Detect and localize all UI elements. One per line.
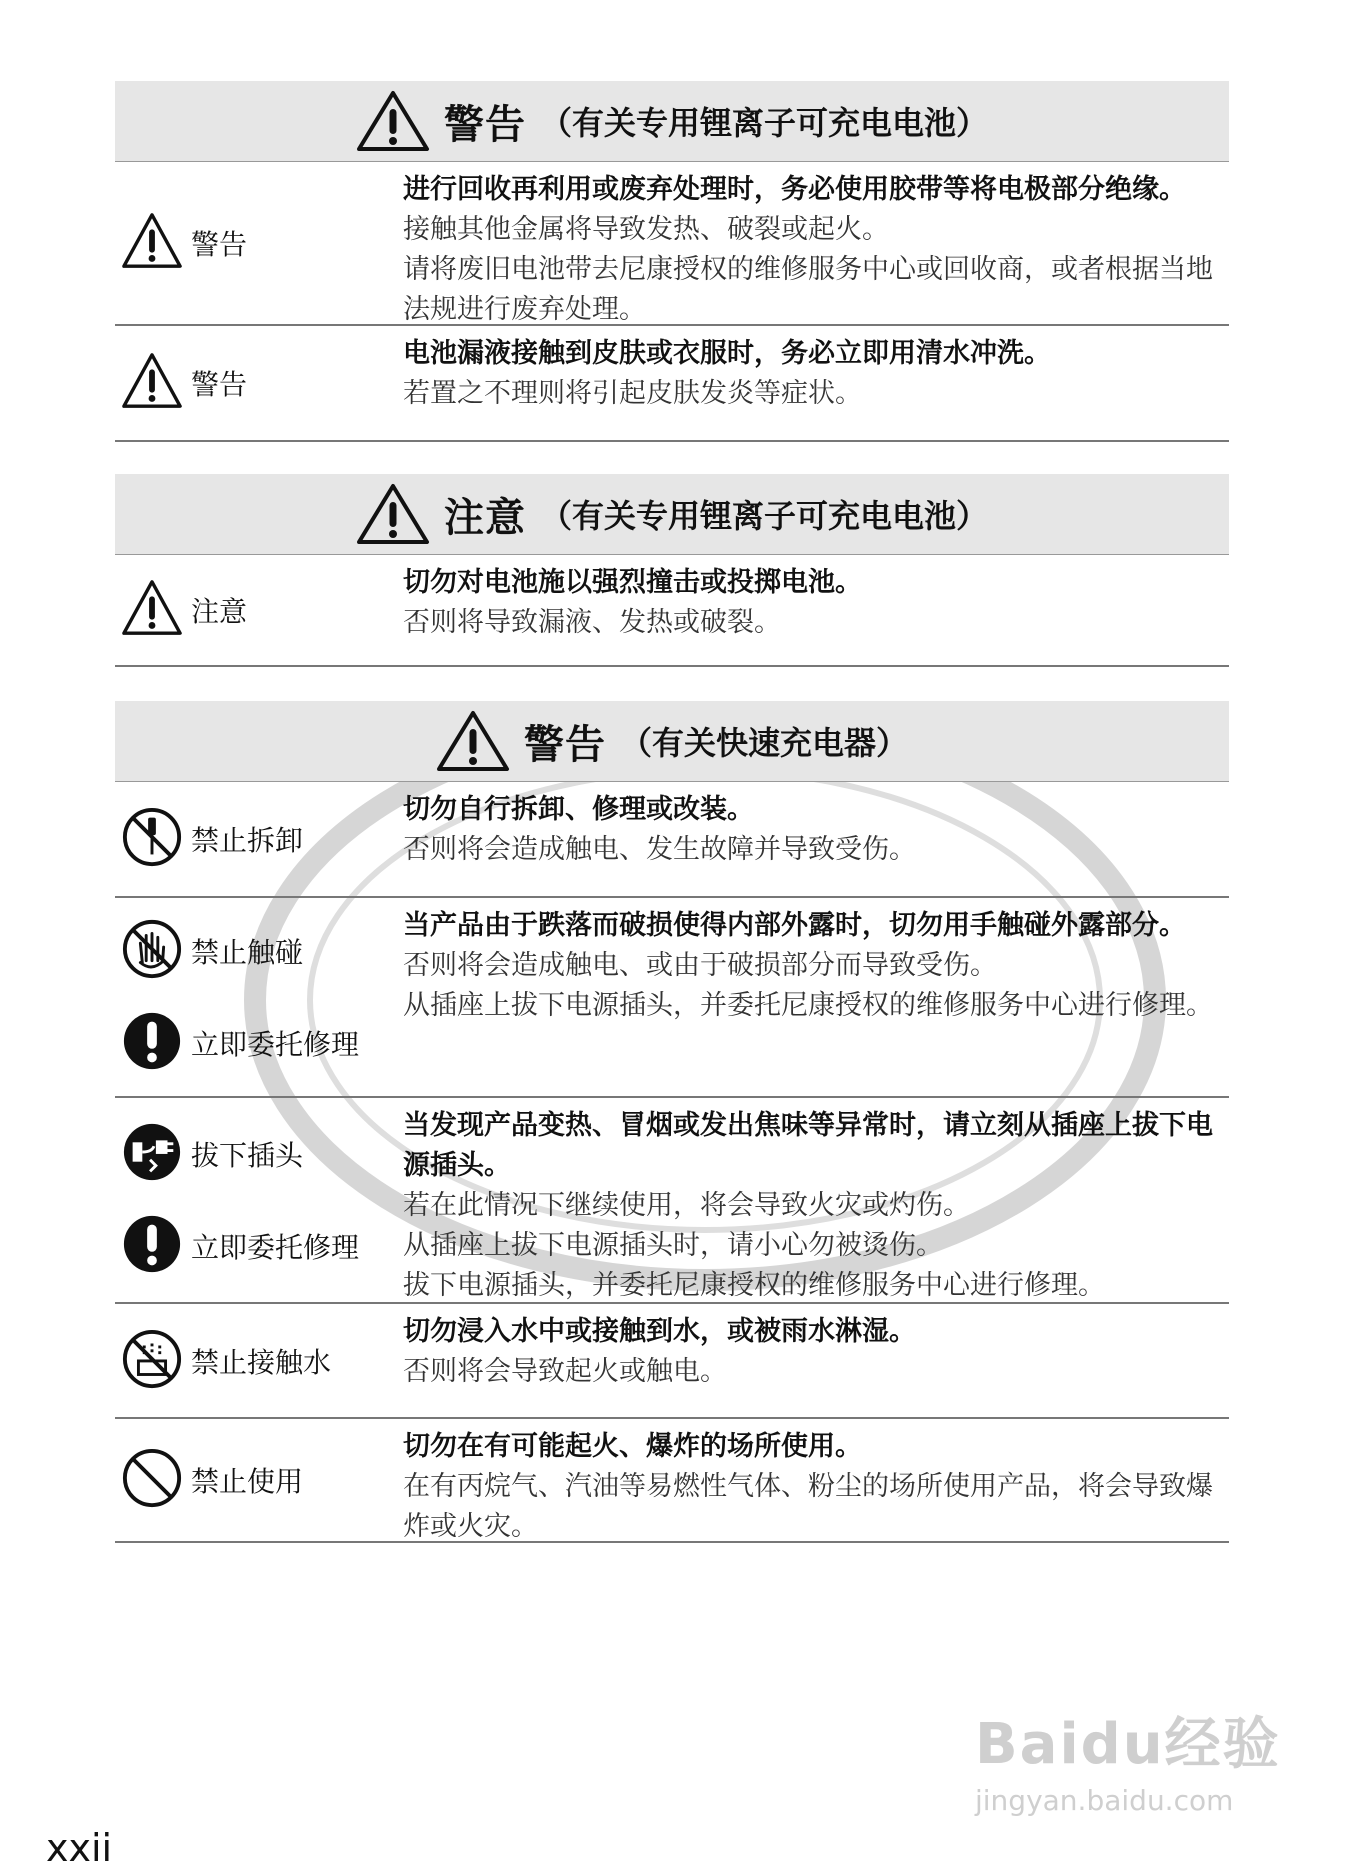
safety-row [115, 326, 1229, 442]
prohibited-icon [121, 1447, 183, 1513]
warning-detail: 若置之不理则将引起皮肤发炎等症状。 [403, 378, 862, 409]
symbol-label: 注意 [191, 595, 248, 628]
symbol [121, 350, 393, 416]
symbol-label: 立即委托修理 [191, 1231, 360, 1264]
symbol-column [115, 1304, 393, 1417]
symbol [121, 1328, 393, 1394]
warning-detail: 若在此情况下继续使用，将会导致火灾或灼伤。 [403, 1190, 970, 1221]
symbol [121, 918, 393, 984]
text-column [393, 782, 1229, 896]
warning-detail: 请将废旧电池带去尼康授权的维修服务中心或回收商，或者根据当地法规进行废弃处理。 [403, 254, 1213, 325]
baidu-watermark [975, 1700, 1305, 1850]
symbol-label: 禁止拆卸 [191, 824, 304, 857]
symbol [121, 1010, 393, 1076]
section-header [115, 474, 1229, 555]
warning-headline: 当发现产品变热、冒烟或发出焦味等异常时，请立刻从插座上拔下电源插头。 [403, 1110, 1213, 1181]
text-column [393, 1419, 1229, 1541]
section-title: 警告 [443, 101, 526, 148]
symbol-label: 警告 [191, 368, 248, 401]
section-subtitle: （有关专用锂离子可充电电池） [539, 104, 988, 142]
warning-detail: 拔下电源插头，并委托尼康授权的维修服务中心进行修理。 [403, 1270, 1105, 1301]
safety-row [115, 1419, 1229, 1543]
warning-triangle-icon [121, 577, 183, 643]
unplug-icon [121, 1121, 183, 1187]
section-subtitle: （有关专用锂离子可充电电池） [539, 497, 988, 535]
warning-triangle-icon [121, 210, 183, 276]
symbol-label: 禁止使用 [191, 1465, 304, 1498]
symbol-label: 拔下插头 [191, 1139, 304, 1172]
warning-triangle-icon [436, 709, 510, 773]
symbol-label: 立即委托修理 [191, 1028, 360, 1061]
warning-detail: 否则将会导致起火或触电。 [403, 1356, 727, 1387]
page-number: xxii [46, 1826, 113, 1870]
symbol [121, 210, 393, 276]
section-battery-warning [115, 81, 1229, 442]
exclamation-circle-icon [121, 1010, 183, 1076]
text-column [393, 1098, 1229, 1302]
safety-row [115, 782, 1229, 898]
symbol-column [115, 1098, 393, 1302]
warning-triangle-icon [356, 482, 430, 546]
section-subtitle: （有关快速充电器） [619, 724, 908, 762]
section-title: 注意 [443, 494, 526, 541]
warning-headline: 切勿在有可能起火、爆炸的场所使用。 [403, 1431, 862, 1462]
warning-headline: 电池漏液接触到皮肤或衣服时，务必立即用清水冲洗。 [403, 338, 1051, 369]
exclamation-circle-icon [121, 1213, 183, 1279]
warning-detail: 否则将会造成触电、发生故障并导致受伤。 [403, 834, 916, 865]
warning-headline: 进行回收再利用或废弃处理时，务必使用胶带等将电极部分绝缘。 [403, 174, 1186, 205]
safety-row [115, 1098, 1229, 1304]
warning-detail: 接触其他金属将导致发热、破裂或起火。 [403, 214, 889, 245]
symbol-label: 禁止触碰 [191, 936, 304, 969]
warning-triangle-icon [356, 89, 430, 153]
symbol-column [115, 555, 393, 665]
symbol [121, 577, 393, 643]
symbol [121, 1447, 393, 1513]
symbol-column [115, 898, 393, 1096]
warning-headline: 切勿对电池施以强烈撞击或投掷电池。 [403, 567, 862, 598]
symbol-label: 警告 [191, 228, 248, 261]
no-disassembly-icon [121, 806, 183, 872]
warning-triangle-icon [121, 350, 183, 416]
symbol [121, 1121, 393, 1187]
symbol [121, 806, 393, 872]
no-water-icon [121, 1328, 183, 1394]
no-touch-icon [121, 918, 183, 984]
text-column [393, 555, 1229, 665]
section-battery-caution [115, 474, 1229, 667]
text-column [393, 326, 1229, 440]
text-column [393, 1304, 1229, 1417]
symbol-column [115, 326, 393, 440]
warning-detail: 从插座上拔下电源插头，并委托尼康授权的维修服务中心进行修理。 [403, 990, 1213, 1021]
warning-detail: 从插座上拔下电源插头时，请小心勿被烫伤。 [403, 1230, 943, 1261]
safety-row [115, 1304, 1229, 1419]
warning-headline: 切勿自行拆卸、修理或改装。 [403, 794, 754, 825]
section-charger-warning [115, 701, 1229, 1543]
warning-headline: 当产品由于跌落而破损使得内部外露时，切勿用手触碰外露部分。 [403, 910, 1186, 941]
section-header [115, 701, 1229, 782]
text-column [393, 162, 1229, 324]
baidu-url-text: jingyan.baidu.com [975, 1784, 1234, 1817]
warning-headline: 切勿浸入水中或接触到水，或被雨水淋湿。 [403, 1316, 916, 1347]
warning-detail: 否则将导致漏液、发热或破裂。 [403, 607, 781, 638]
safety-row [115, 555, 1229, 667]
symbol-column [115, 782, 393, 896]
section-header [115, 81, 1229, 162]
symbol-column [115, 162, 393, 324]
section-title: 警告 [523, 721, 606, 768]
text-column [393, 898, 1229, 1096]
symbol-column [115, 1419, 393, 1541]
warning-detail: 在有丙烷气、汽油等易燃性气体、粉尘的场所使用产品，将会导致爆炸或火灾。 [403, 1471, 1213, 1542]
symbol-label: 禁止接触水 [191, 1345, 332, 1379]
safety-row [115, 898, 1229, 1098]
symbol [121, 1213, 393, 1279]
baidu-logo-text: Baidu经验 [975, 1712, 1281, 1777]
warning-detail: 否则将会造成触电、或由于破损部分而导致受伤。 [403, 950, 997, 981]
safety-row [115, 162, 1229, 326]
